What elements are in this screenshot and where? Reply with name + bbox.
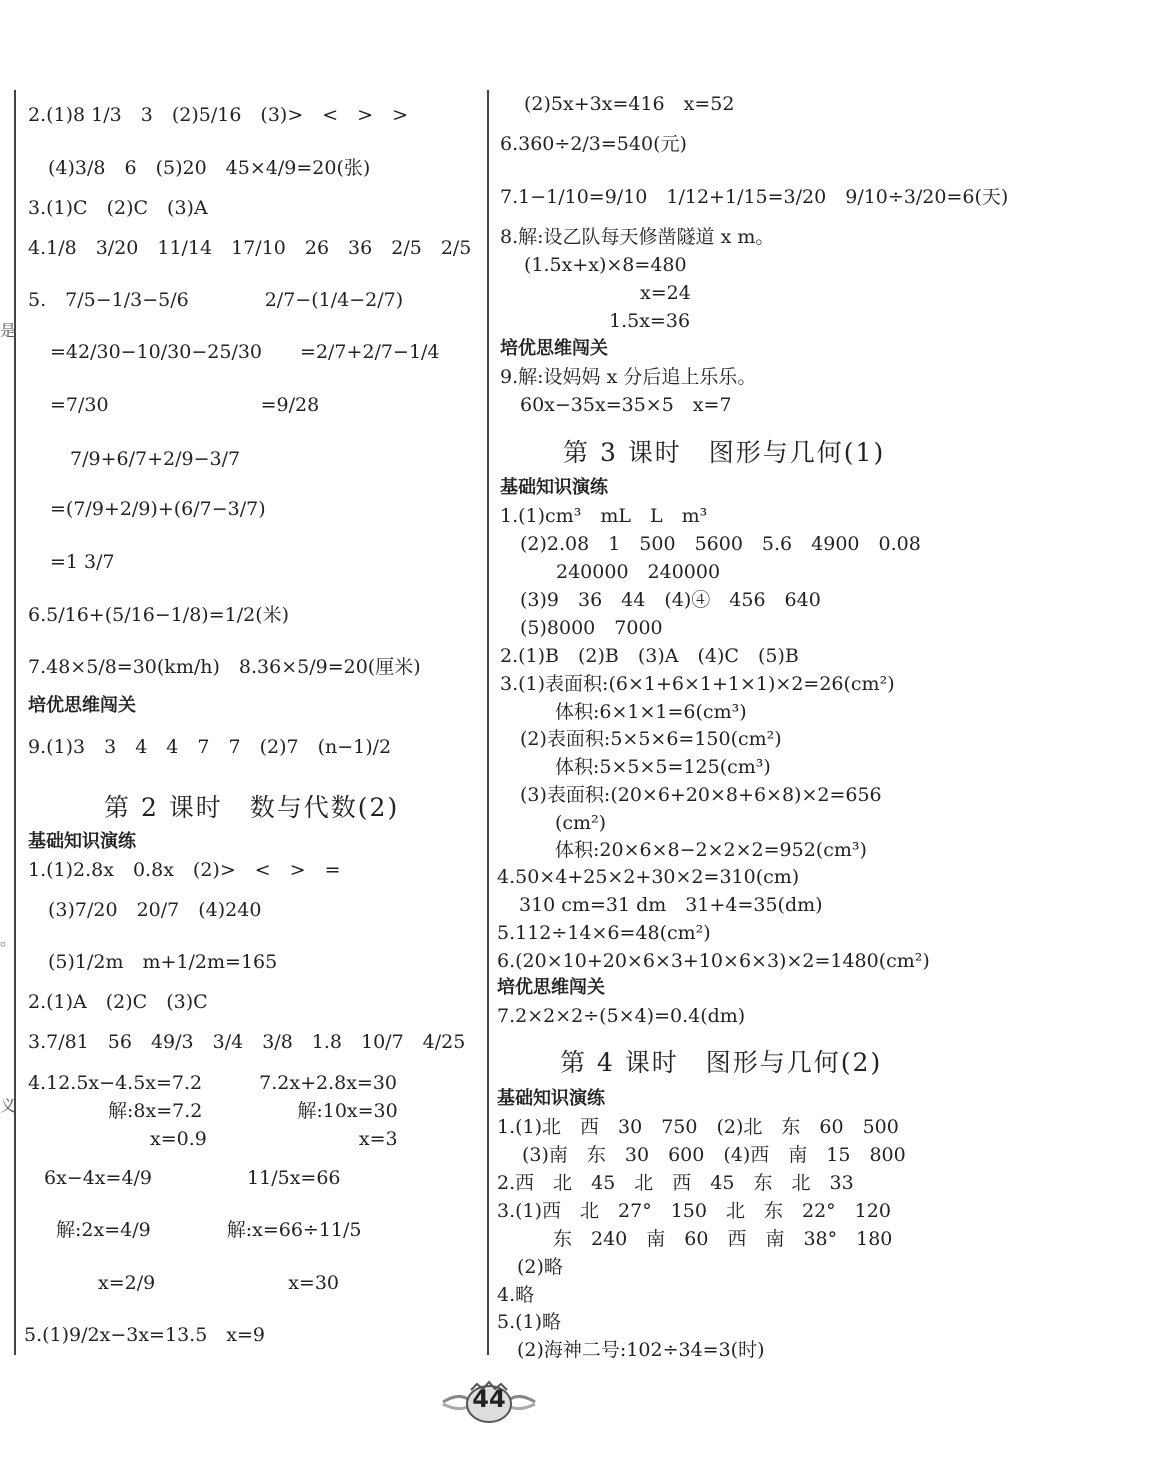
answer-line: 5.(1)略 [497, 1311, 562, 1333]
answer-line: (2)表面积:5×5×6=150(cm²) [520, 728, 782, 750]
answer-line: 6.360÷2/3=540(元) [500, 133, 687, 155]
answer-line: 解:2x=4/9 解:x=66÷11/5 [56, 1219, 362, 1241]
answer-line: 1.5x=36 [609, 310, 691, 332]
answer-line: (2)5x+3x=416 x=52 [524, 93, 735, 115]
answer-line: (3)9 36 44 (4)④ 456 640 [520, 589, 821, 611]
answer-line: 7/9+6/7+2/9−3/7 [70, 448, 241, 470]
answer-line: 310 cm=31 dm 31+4=35(dm) [519, 894, 823, 916]
left-column-rule [14, 90, 16, 1355]
answer-line: 解:8x=7.2 解:10x=30 [108, 1100, 398, 1122]
answer-line: 5.(1)9/2x−3x=13.5 x=9 [24, 1324, 266, 1346]
lesson-title: 第 4 课时 图形与几何(2) [560, 1048, 883, 1077]
section-heading: 培优思维闯关 [497, 977, 605, 998]
answer-line: (3)南 东 30 600 (4)西 南 15 800 [522, 1144, 906, 1166]
answer-line: =42/30−10/30−25/30 =2/7+2/7−1/4 [50, 341, 440, 363]
answer-line: 2.(1)B (2)B (3)A (4)C (5)B [500, 645, 799, 667]
answer-line: 6x−4x=4/9 11/5x=66 [44, 1167, 341, 1189]
lesson-title: 第 2 课时 数与代数(2) [104, 793, 400, 822]
answer-line: x=2/9 x=30 [98, 1272, 340, 1294]
answer-line: 6.(20×10+20×6×3+10×6×3)×2=1480(cm²) [497, 950, 930, 972]
section-heading: 基础知识演练 [28, 831, 136, 852]
answer-line: 5.112÷14×6=48(cm²) [497, 922, 711, 944]
section-heading: 培优思维闯关 [500, 338, 608, 359]
answer-line: 4.50×4+25×2+30×2=310(cm) [497, 866, 800, 888]
answer-line: 体积:6×1×1=6(cm³) [555, 701, 747, 723]
answer-line: 1.(1)北 西 30 750 (2)北 东 60 500 [497, 1116, 899, 1138]
answer-line: 9.解:设妈妈 x 分后追上乐乐。 [500, 366, 757, 388]
answer-line: (cm²) [555, 812, 607, 834]
section-heading: 基础知识演练 [497, 1088, 605, 1109]
answer-line: 8.解:设乙队每天修凿隧道 x m。 [500, 226, 775, 248]
answer-line: 5. 7/5−1/3−5/6 2/7−(1/4−2/7) [28, 289, 404, 311]
answer-line: 60x−35x=35×5 x=7 [520, 394, 732, 416]
answer-line: 7.48×5/8=30(km/h) 8.36×5/9=20(厘米) [28, 656, 421, 678]
answer-line: 4.略 [497, 1284, 535, 1306]
answer-line: (3)7/20 20/7 (4)240 [48, 899, 262, 921]
answer-line: 2.(1)A (2)C (3)C [28, 991, 208, 1013]
answer-line: 3.(1)C (2)C (3)A [28, 197, 208, 219]
lesson-title: 第 3 课时 图形与几何(1) [563, 438, 886, 467]
answer-line: =7/30 =9/28 [50, 394, 320, 416]
answer-line: (5)8000 7000 [520, 617, 663, 639]
answer-line: 4.1/8 3/20 11/14 17/10 26 36 2/5 2/5 [28, 237, 472, 259]
answer-line: (4)3/8 6 (5)20 45×4/9=20(张) [48, 157, 371, 179]
answer-line: 体积:20×6×8−2×2×2=952(cm³) [555, 839, 867, 861]
answer-line: 1.(1)cm³ mL L m³ [500, 505, 708, 527]
answer-line: =1 3/7 [50, 551, 115, 573]
answer-line: 6.5/16+(5/16−1/8)=1/2(米) [28, 604, 290, 626]
answer-line: =(7/9+2/9)+(6/7−3/7) [50, 498, 266, 520]
answer-line: 7.1−1/10=9/10 1/12+1/15=3/20 9/10÷3/20=6(天) [500, 186, 1009, 208]
margin-fragment: 。 [0, 930, 17, 949]
margin-fragment: 义 [0, 1096, 17, 1115]
answer-line: x=24 [640, 282, 691, 304]
answer-line: (2)2.08 1 500 5600 5.6 4900 0.08 [520, 533, 921, 555]
answer-line: 3.7/81 56 49/3 3/4 3/8 1.8 10/7 4/25 [28, 1031, 466, 1053]
section-heading: 培优思维闯关 [28, 695, 136, 716]
answer-line: 9.(1)3 3 4 4 7 7 (2)7 (n−1)/2 [28, 736, 392, 758]
page-number-badge [439, 1380, 539, 1424]
answer-line: x=0.9 x=3 [150, 1128, 398, 1150]
answer-line: (1.5x+x)×8=480 [524, 254, 687, 276]
answer-line: 3.(1)表面积:(6×1+6×1+1×1)×2=26(cm²) [500, 673, 895, 695]
answer-line: 4.12.5x−4.5x=7.2 7.2x+2.8x=30 [28, 1072, 398, 1094]
answer-line: 3.(1)西 北 27° 150 北 东 22° 120 [497, 1200, 891, 1222]
margin-fragment: 是 [0, 321, 17, 340]
answer-line: (3)表面积:(20×6+20×8+6×8)×2=656 [520, 784, 882, 806]
section-heading: 基础知识演练 [500, 477, 608, 498]
answer-line: (2)海神二号:102÷34=3(时) [517, 1339, 765, 1361]
answer-line: 体积:5×5×5=125(cm³) [555, 756, 771, 778]
answer-line: 2.西 北 45 北 西 45 东 北 33 [497, 1172, 854, 1194]
answer-line: 2.(1)8 1/3 3 (2)5/16 (3)> < > > [28, 104, 409, 126]
answer-line: (5)1/2m m+1/2m=165 [48, 951, 278, 973]
center-column-rule [487, 90, 489, 1355]
answer-line: 1.(1)2.8x 0.8x (2)> < > = [28, 859, 341, 881]
page-number: 44 [472, 1385, 506, 1413]
answer-line: 240000 240000 [556, 561, 721, 583]
answer-line: (2)略 [517, 1256, 563, 1278]
answer-line: 东 240 南 60 西 南 38° 180 [553, 1228, 893, 1250]
answer-line: 7.2×2×2÷(5×4)=0.4(dm) [497, 1005, 746, 1027]
